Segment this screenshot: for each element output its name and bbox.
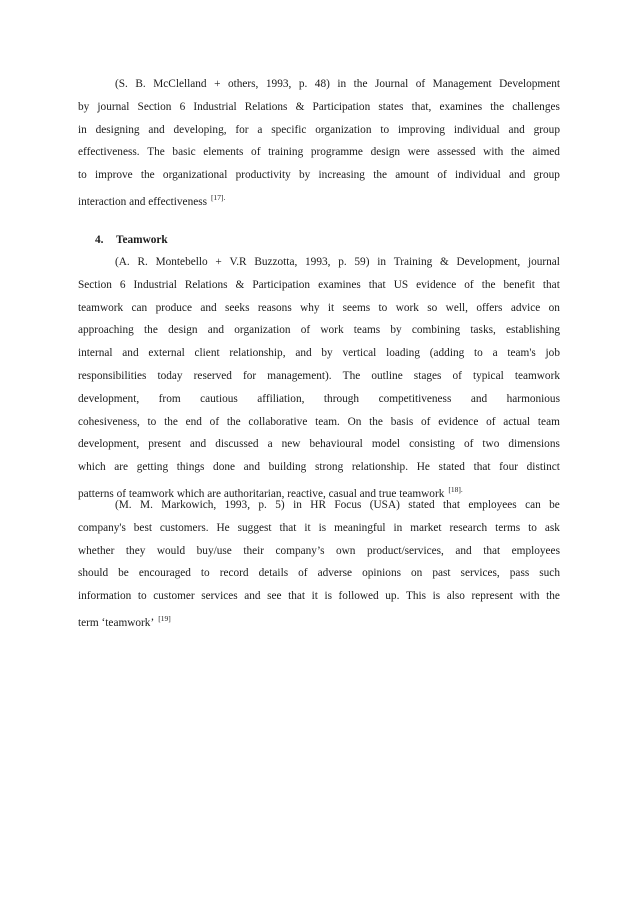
paragraph-mcclelland (78, 73, 560, 210)
text-line: development, present and discussed a new behavioural model consisting of two dimensions (78, 438, 560, 451)
text-line: whether they would buy/use their company’s own product/services, and that employees (78, 544, 560, 557)
text-line: in designing and developing, for a specific organization to improving individual and group (78, 123, 560, 136)
line-text: term ‘teamwork’ (78, 616, 155, 629)
text-line: company's best customers. He suggest that it is meaningful in market research terms to ask (78, 521, 560, 534)
citation-marker: [17]. (211, 192, 226, 202)
line-text: interaction and effectiveness (78, 195, 208, 208)
citation-marker: [18]. (448, 484, 463, 494)
citation-marker: [19] (158, 613, 171, 623)
section-number: 4. (95, 234, 104, 246)
line-text: patterns of teamwork which are authoritarian, reactive, casual and true teamwork (78, 487, 445, 500)
text-line: (S. B. McClelland + others, 1993, p. 48) in the Journal of Management Development (115, 78, 560, 90)
text-line: cohesiveness, to the end of the collaborative team. On the basis of evidence of actual team (78, 415, 560, 428)
text-line (78, 608, 560, 631)
paragraph-markowich (78, 494, 560, 631)
text-line: development, from cautious affiliation, through competitiveness and harmonious (78, 392, 560, 405)
text-line: responsibilities today reserved for management). The outline stages of typical teamwork (78, 369, 560, 382)
paragraph-montebello (78, 251, 560, 502)
text-line: internal and external client relationship, and by vertical loading (adding to a team's job (78, 347, 560, 360)
text-line: teamwork can produce and seeks reasons why it seems to work so well, offers advice on (78, 301, 560, 314)
text-line (78, 187, 560, 210)
text-line: approaching the design and organization of work teams by combining tasks, establishing (78, 324, 560, 337)
section-heading (95, 229, 168, 252)
text-line: (A. R. Montebello + V.R Buzzotta, 1993, p. 59) in Training & Development, journal (115, 256, 560, 268)
text-line: should be encouraged to record details of adverse opinions on past services, pass such (78, 567, 560, 580)
text-line: by journal Section 6 Industrial Relations & Participation states that, examines the challenges (78, 100, 560, 113)
text-line: Section 6 Industrial Relations & Participation examines that US evidence of the benefit that (78, 278, 560, 291)
section-title: Teamwork (116, 234, 168, 246)
text-line: (M. M. Markowich, 1993, p. 5) in HR Focus (USA) stated that employees can be (115, 499, 560, 511)
text-line: which are getting things done and building strong relationship. He stated that four distinct (78, 461, 560, 474)
text-line: to improve the organizational productivity by increasing the amount of individual and group (78, 169, 560, 182)
text-line: effectiveness. The basic elements of training programme design were assessed with the aimed (78, 146, 560, 159)
text-line: information to customer services and see that it is followed up. This is also represent with the (78, 590, 560, 603)
